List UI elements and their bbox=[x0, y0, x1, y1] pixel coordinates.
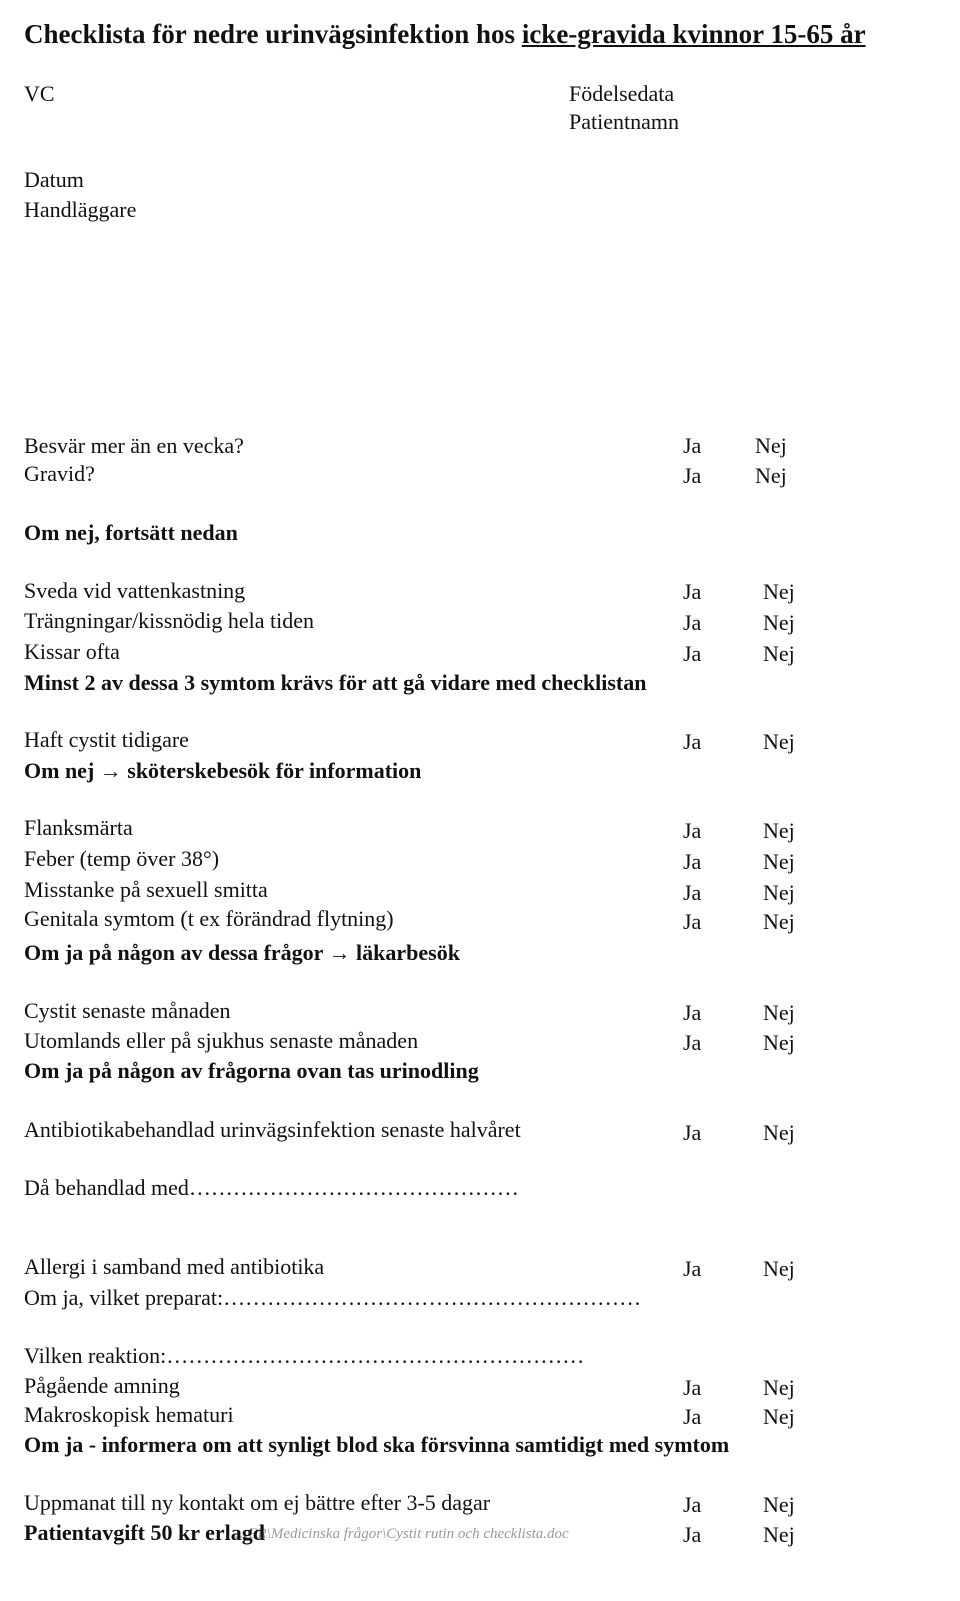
question-antibiotic-treated: Antibiotikabehandlad urinvägsinfektion senaste halvåret bbox=[24, 1117, 521, 1142]
answer-no: Nej bbox=[763, 849, 795, 874]
answer-yes: Ja bbox=[683, 1120, 702, 1145]
instruction-continue: Om nej, fortsätt nedan bbox=[24, 520, 238, 545]
answer-yes: Ja bbox=[683, 849, 702, 874]
answer-no: Nej bbox=[763, 579, 795, 604]
answer-no: Nej bbox=[763, 1030, 795, 1055]
treated-with-field: Då behandlad med……………………………………… bbox=[24, 1175, 519, 1200]
answer-no: Nej bbox=[763, 909, 795, 934]
answer-yes: Ja bbox=[683, 729, 702, 754]
answer-no: Nej bbox=[763, 610, 795, 635]
question-fee-paid: Patientavgift 50 kr erlagd bbox=[24, 1520, 265, 1545]
instruction-urine-culture: Om ja på någon av frågorna ovan tas urinodling bbox=[24, 1058, 479, 1083]
question-genital-symptoms: Genitala symtom (t ex förändrad flytning) bbox=[24, 906, 394, 931]
document-title bbox=[24, 18, 866, 50]
answer-no: Nej bbox=[763, 1404, 795, 1429]
answer-no: Nej bbox=[763, 1522, 795, 1547]
title-prefix: Checklista för nedre urinvägsinfektion hos bbox=[24, 19, 522, 49]
answer-yes: Ja bbox=[683, 1375, 702, 1400]
answer-yes: Ja bbox=[683, 1030, 702, 1055]
vc-label: VC bbox=[24, 81, 55, 106]
which-drug-field: Om ja, vilket preparat:………………………………………………… bbox=[24, 1285, 642, 1310]
answer-no: Nej bbox=[763, 641, 795, 666]
answer-no: Nej bbox=[763, 1120, 795, 1145]
question-antibiotic-allergy: Allergi i samband med antibiotika bbox=[24, 1254, 325, 1279]
question-abroad-hospital: Utomlands eller på sjukhus senaste månaden bbox=[24, 1028, 419, 1053]
footer-file-path: …ER\Medicinska frågor\Cystit rutin och checklista.doc bbox=[235, 1526, 569, 1542]
instruction-nurse-visit: Om nej → sköterskebesök för information bbox=[24, 758, 422, 783]
question-urgency: Trängningar/kissnödig hela tiden bbox=[24, 608, 315, 633]
title-underlined: icke-gravida kvinnor 15-65 år bbox=[521, 19, 866, 49]
answer-yes: Ja bbox=[683, 433, 702, 458]
question-breastfeeding: Pågående amning bbox=[24, 1373, 180, 1398]
date-label: Datum bbox=[24, 167, 84, 192]
answer-yes: Ja bbox=[683, 818, 702, 843]
answer-no: Nej bbox=[763, 818, 795, 843]
answer-no: Nej bbox=[755, 463, 787, 488]
question-sti-suspicion: Misstanke på sexuell smitta bbox=[24, 877, 268, 902]
answer-yes: Ja bbox=[683, 909, 702, 934]
question-hematuria: Makroskopisk hematuri bbox=[24, 1402, 234, 1427]
answer-no: Nej bbox=[763, 1492, 795, 1517]
answer-yes: Ja bbox=[683, 463, 702, 488]
question-fever: Feber (temp över 38°) bbox=[24, 846, 220, 871]
reaction-field: Vilken reaktion:………………………………………………… bbox=[24, 1343, 585, 1368]
answer-no: Nej bbox=[763, 1256, 795, 1281]
question-new-contact: Uppmanat till ny kontakt om ej bättre efter 3-5 dagar bbox=[24, 1490, 491, 1515]
answer-yes: Ja bbox=[683, 1000, 702, 1025]
question-recent-cystitis: Cystit senaste månaden bbox=[24, 998, 231, 1023]
answer-yes: Ja bbox=[683, 1404, 702, 1429]
question-flank-pain: Flanksmärta bbox=[24, 815, 133, 840]
answer-yes: Ja bbox=[683, 1492, 702, 1517]
answer-yes: Ja bbox=[683, 1256, 702, 1281]
answer-yes: Ja bbox=[683, 880, 702, 905]
question-previous-cystitis: Haft cystit tidigare bbox=[24, 727, 189, 752]
answer-no: Nej bbox=[755, 433, 787, 458]
answer-no: Nej bbox=[763, 880, 795, 905]
answer-yes: Ja bbox=[683, 1522, 702, 1547]
handler-label: Handläggare bbox=[24, 197, 137, 222]
instruction-visible-blood: Om ja - informera om att synligt blod ska försvinna samtidigt med symtom bbox=[24, 1432, 730, 1457]
answer-no: Nej bbox=[763, 1000, 795, 1025]
question-burning: Sveda vid vattenkastning bbox=[24, 578, 246, 603]
instruction-doctor-visit: Om ja på någon av dessa frågor → läkarbesök bbox=[24, 940, 460, 965]
answer-no: Nej bbox=[763, 729, 795, 754]
answer-yes: Ja bbox=[683, 579, 702, 604]
instruction-min-symptoms: Minst 2 av dessa 3 symtom krävs för att gå vidare med checklistan bbox=[24, 670, 647, 695]
answer-yes: Ja bbox=[683, 641, 702, 666]
question-duration: Besvär mer än en vecka? bbox=[24, 433, 244, 458]
birthdate-label: Födelsedata bbox=[569, 81, 675, 106]
answer-yes: Ja bbox=[683, 610, 702, 635]
patient-name-label: Patientnamn bbox=[569, 109, 679, 134]
question-pregnant: Gravid? bbox=[24, 461, 95, 486]
question-frequency: Kissar ofta bbox=[24, 639, 120, 664]
answer-no: Nej bbox=[763, 1375, 795, 1400]
